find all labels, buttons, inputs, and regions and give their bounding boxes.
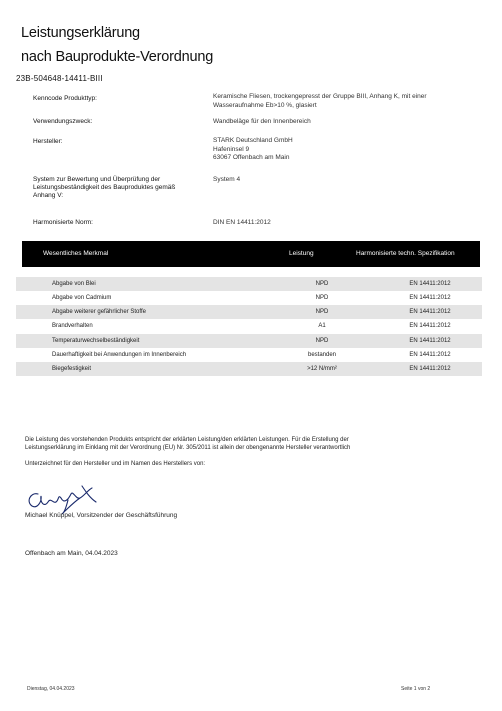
row-leistung: NPD [315,338,329,344]
table-header [22,241,480,267]
table-row [16,362,482,376]
table-row [16,319,482,333]
kenncode-label: Kenncode Produkttyp: [33,95,97,102]
row-spezifikation: EN 14411:2012 [409,323,451,329]
row-spezifikation: EN 14411:2012 [409,338,451,344]
hersteller-city: 63067 Offenbach am Main [213,154,290,161]
footer-date: Dienstag, 04.04.2023 [27,686,75,692]
row-leistung: NPD [315,295,329,301]
row-merkmal: Dauerhaftigkeit bei Anwendungen im Innenbereich [52,352,187,358]
row-merkmal: Biegefestigkeit [52,366,92,372]
document-title: Leistungserklärung [21,25,140,41]
row-merkmal: Abgabe von Blei [52,281,96,287]
row-merkmal: Abgabe weiterer gefährlicher Stoffe [52,309,146,315]
signer-name: Michael Knüppel, Vorsitzender der Geschäftsführung [25,512,178,519]
table-row [16,305,482,319]
row-leistung: NPD [315,309,329,315]
document-subtitle: nach Bauprodukte-Verordnung [21,49,214,65]
header-leistung: Leistung [289,250,314,257]
row-spezifikation: EN 14411:2012 [409,309,451,315]
row-leistung: NPD [315,281,329,287]
system-value: System 4 [213,176,241,183]
row-leistung: bestanden [307,352,337,358]
hersteller-address [213,137,453,163]
table-row [16,348,482,362]
signed-for-text: Unterzeichnet für den Hersteller und im Namen des Herstellers von: [25,461,206,467]
kenncode-value: Keramische Fliesen, trockengepresst der Gruppe BIII, Anhang K, mit einer Wasseraufnahme Eb>10 %, glasiert [213,93,427,109]
row-leistung: >12 N/mm² [307,366,337,372]
declaration-line: Leistungserklärung im Einklang mit der Verordnung (EU) Nr. 305/2011 ist allein der obengenannte Hersteller verantwortlich [25,445,351,451]
norm-label: Harmonisierte Norm: [33,219,93,226]
row-spezifikation: EN 14411:2012 [409,352,451,358]
hersteller-name: STARK Deutschland GmbH [213,137,293,144]
handwritten-signature [24,480,104,516]
table-row [16,334,482,348]
norm-value: DIN EN 14411:2012 [213,219,271,226]
row-merkmal: Brandverhalten [52,323,93,329]
row-spezifikation: EN 14411:2012 [409,295,451,301]
row-merkmal: Abgabe von Cadmium [52,295,112,301]
document-number: 23B-504648-14411-BIII [16,74,103,83]
table-row [16,277,482,291]
header-spezifikation: Harmonisierte techn. Spezifikation [356,250,455,257]
verwendungszweck-label: Verwendungszweck: [33,118,93,125]
declaration-line: Die Leistung des vorstehenden Produkts entspricht der erklärten Leistung/den erklärten Leistungen. Für die Erstellung der [25,437,349,443]
row-merkmal: Temperaturwechselbeständigkeit [52,338,140,344]
header-merkmal: Wesentliches Merkmal [43,250,109,257]
table-row [16,291,482,305]
row-leistung: A1 [318,323,326,329]
footer-page-number: Seite 1 von 2 [401,686,431,692]
declaration-text [25,436,445,452]
hersteller-label: Hersteller: [33,138,63,145]
verwendungszweck-value: Wandbeläge für den Innenbereich [213,118,311,125]
place-date: Offenbach am Main, 04.04.2023 [25,550,118,557]
system-label: System zur Bewertung und Überprüfung der Leistungsbeständigkeit des Bauproduktes gemäß Anhang V: [33,176,176,199]
row-spezifikation: EN 14411:2012 [409,281,451,287]
hersteller-street: Hafeninsel 9 [213,145,250,153]
row-spezifikation: EN 14411:2012 [409,366,451,372]
